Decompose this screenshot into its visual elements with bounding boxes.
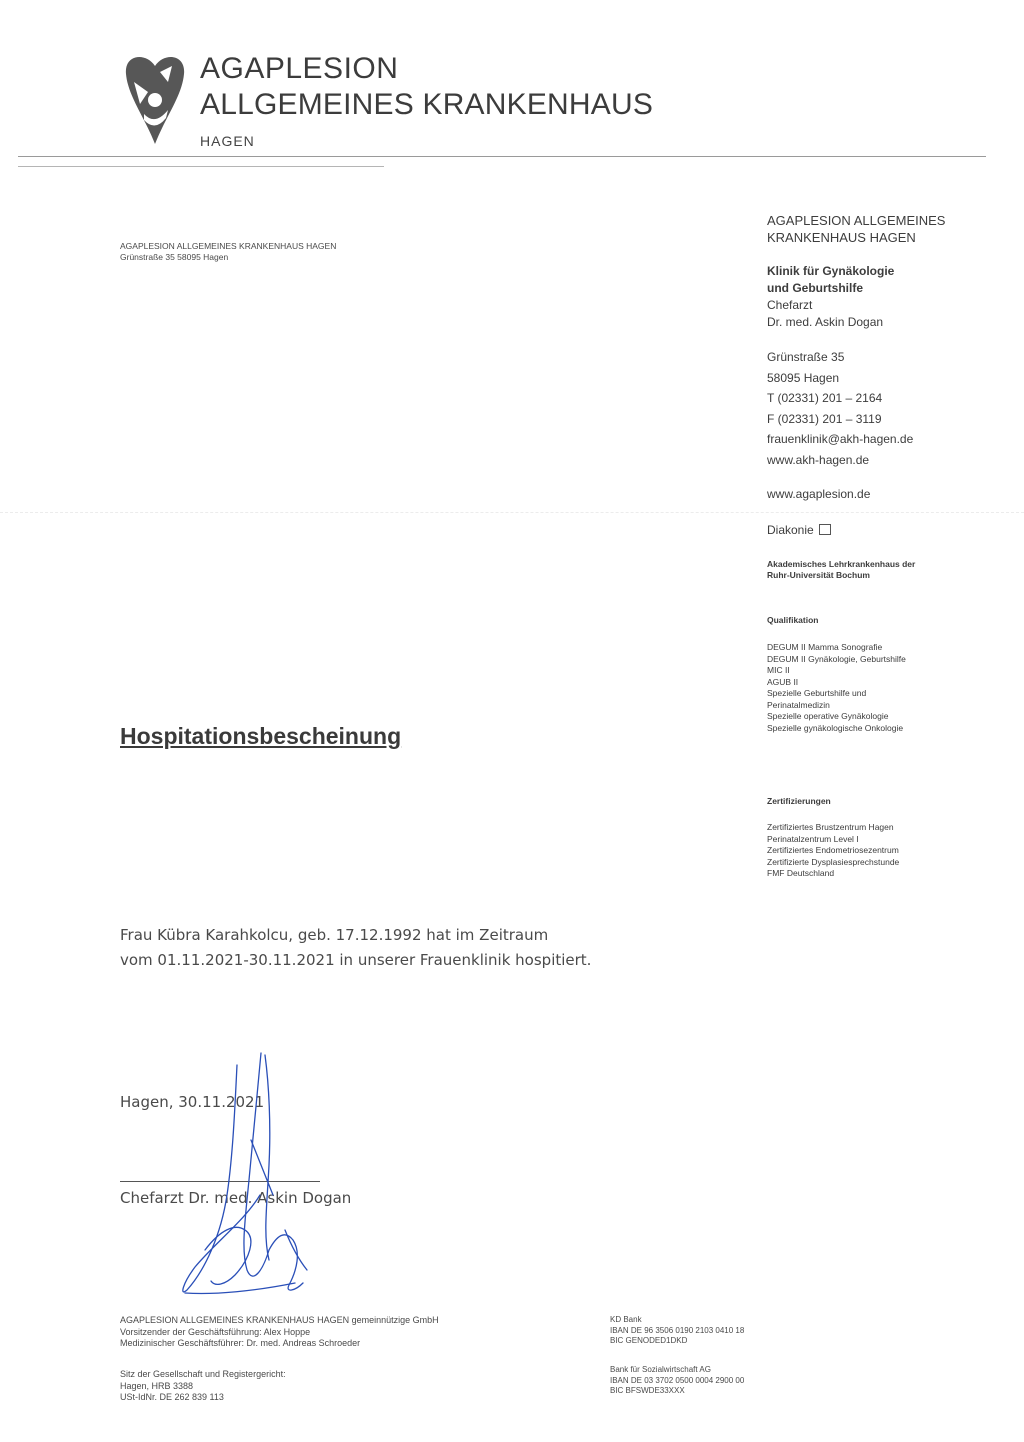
zertifizierungen-list — [767, 822, 899, 880]
agaplesion-logo-icon — [122, 52, 188, 148]
footer-vat: USt-IdNr. DE 262 839 113 — [120, 1392, 224, 1402]
footer-register: Hagen, HRB 3388 — [120, 1380, 194, 1391]
contact-web2: www.agaplesion.de — [767, 487, 871, 501]
letter-body — [120, 923, 591, 973]
zertifizierung-item: FMF Deutschland — [767, 868, 835, 878]
zertifizierung-item: Zertifiziertes Endometriosezentrum — [767, 845, 899, 855]
footer-company-info — [120, 1315, 439, 1350]
qualifikation-item: Spezielle Geburtshilfe und — [767, 688, 867, 698]
qualifikation-list — [767, 642, 906, 734]
diakonie-label: Diakonie — [767, 523, 814, 537]
zertifizierung-item: Zertifiziertes Brustzentrum Hagen — [767, 822, 894, 832]
footer-seat: Sitz der Gesellschaft und Registergericht: — [120, 1369, 286, 1379]
footer-bank2 — [610, 1365, 744, 1397]
logo-city: HAGEN — [200, 133, 255, 149]
bank2-iban: IBAN DE 03 3702 0500 0004 2900 00 — [610, 1375, 745, 1385]
bank1-name: KD Bank — [610, 1315, 642, 1324]
sender-street: Grünstraße 35 58095 Hagen — [120, 252, 229, 262]
right-contact — [767, 347, 913, 470]
document-title: Hospitationsbescheinung — [120, 723, 402, 749]
place-and-date: Hagen, 30.11.2021 — [120, 1093, 265, 1111]
clinic-role: Chefarzt — [767, 298, 813, 312]
header-divider-short — [18, 166, 384, 167]
contact-city: 58095 Hagen — [767, 370, 840, 385]
zertifizierungen-heading — [767, 796, 831, 807]
qualifikation-item: Spezielle gynäkologische Onkologie — [767, 722, 904, 733]
clinic-name-line1: Klinik für Gynäkologie — [767, 264, 895, 278]
signer-name: Chefarzt Dr. med. Askin Dogan — [120, 1189, 352, 1207]
letter-body-line2: vom 01.11.2021-30.11.2021 in unserer Frauenklinik hospitiert. — [120, 951, 592, 969]
footer-ceo: Vorsitzender der Geschäftsführung: Alex Hoppe — [120, 1326, 311, 1337]
right-clinic — [767, 263, 894, 331]
qualifikation-item: Perinatalmedizin — [767, 699, 830, 710]
right-org — [767, 212, 945, 246]
qualifikation-item: AGUB II — [767, 676, 799, 687]
bank2-name: Bank für Sozialwirtschaft AG — [610, 1365, 711, 1374]
qualifikation-heading — [767, 615, 818, 626]
diakonie-mark — [767, 522, 831, 539]
sender-org: AGAPLESION ALLGEMEINES KRANKENHAUS HAGEN — [120, 241, 337, 251]
academic-line2: Ruhr-Universität Bochum — [767, 570, 870, 580]
sender-address — [120, 241, 336, 263]
qualifikation-item: Spezielle operative Gynäkologie — [767, 711, 889, 721]
contact-email: frauenklinik@akh-hagen.de — [767, 432, 914, 446]
academic-line1: Akademisches Lehrkrankenhaus der — [767, 559, 916, 569]
academic-note — [767, 559, 915, 581]
qualifikation-item: DEGUM II Mamma Sonografie — [767, 642, 883, 652]
contact-phone: T (02331) 201 – 2164 — [767, 391, 883, 405]
bank2-bic: BIC BFSWDE33XXX — [610, 1386, 685, 1395]
bank1-bic: BIC GENODED1DKD — [610, 1336, 688, 1345]
clinic-name-line2: und Geburtshilfe — [767, 281, 863, 295]
footer-medical-director: Medizinischer Geschäftsführer: Dr. med. Andreas Schroeder — [120, 1338, 361, 1348]
right-org-line1: AGAPLESION ALLGEMEINES — [767, 213, 946, 228]
logo-name-line1: AGAPLESION — [200, 52, 399, 85]
qualifikation-item: DEGUM II Gynäkologie, Geburtshilfe — [767, 653, 906, 664]
bank1-iban: IBAN DE 96 3506 0190 2103 0410 18 — [610, 1325, 745, 1335]
diakonie-icon — [819, 524, 831, 535]
logo-name-line2: ALLGEMEINES KRANKENHAUS — [200, 88, 654, 121]
zertifizierung-item: Zertifizierte Dysplasiesprechstunde — [767, 856, 900, 867]
right-org-line2: KRANKENHAUS HAGEN — [767, 230, 916, 245]
clinic-head: Dr. med. Askin Dogan — [767, 315, 884, 329]
fold-mark — [0, 512, 1024, 513]
contact-fax: F (02331) 201 – 3119 — [767, 411, 882, 426]
footer-company: AGAPLESION ALLGEMEINES KRANKENHAUS HAGEN gemeinnützige GmbH — [120, 1315, 439, 1325]
zertifizierungen-heading-text: Zertifizierungen — [767, 796, 831, 806]
contact-web: www.akh-hagen.de — [767, 452, 870, 467]
qualifikation-heading-text: Qualifikation — [767, 615, 819, 625]
qualifikation-item: MIC II — [767, 665, 790, 675]
footer-register-info — [120, 1369, 286, 1404]
zertifizierung-item: Perinatalzentrum Level I — [767, 833, 859, 844]
footer-bank1 — [610, 1315, 744, 1347]
contact-street: Grünstraße 35 — [767, 350, 845, 364]
letter-body-line1: Frau Kübra Karahkolcu, geb. 17.12.1992 hat im Zeitraum — [120, 926, 549, 944]
handwritten-signature — [165, 1045, 325, 1305]
header-divider — [18, 156, 986, 157]
